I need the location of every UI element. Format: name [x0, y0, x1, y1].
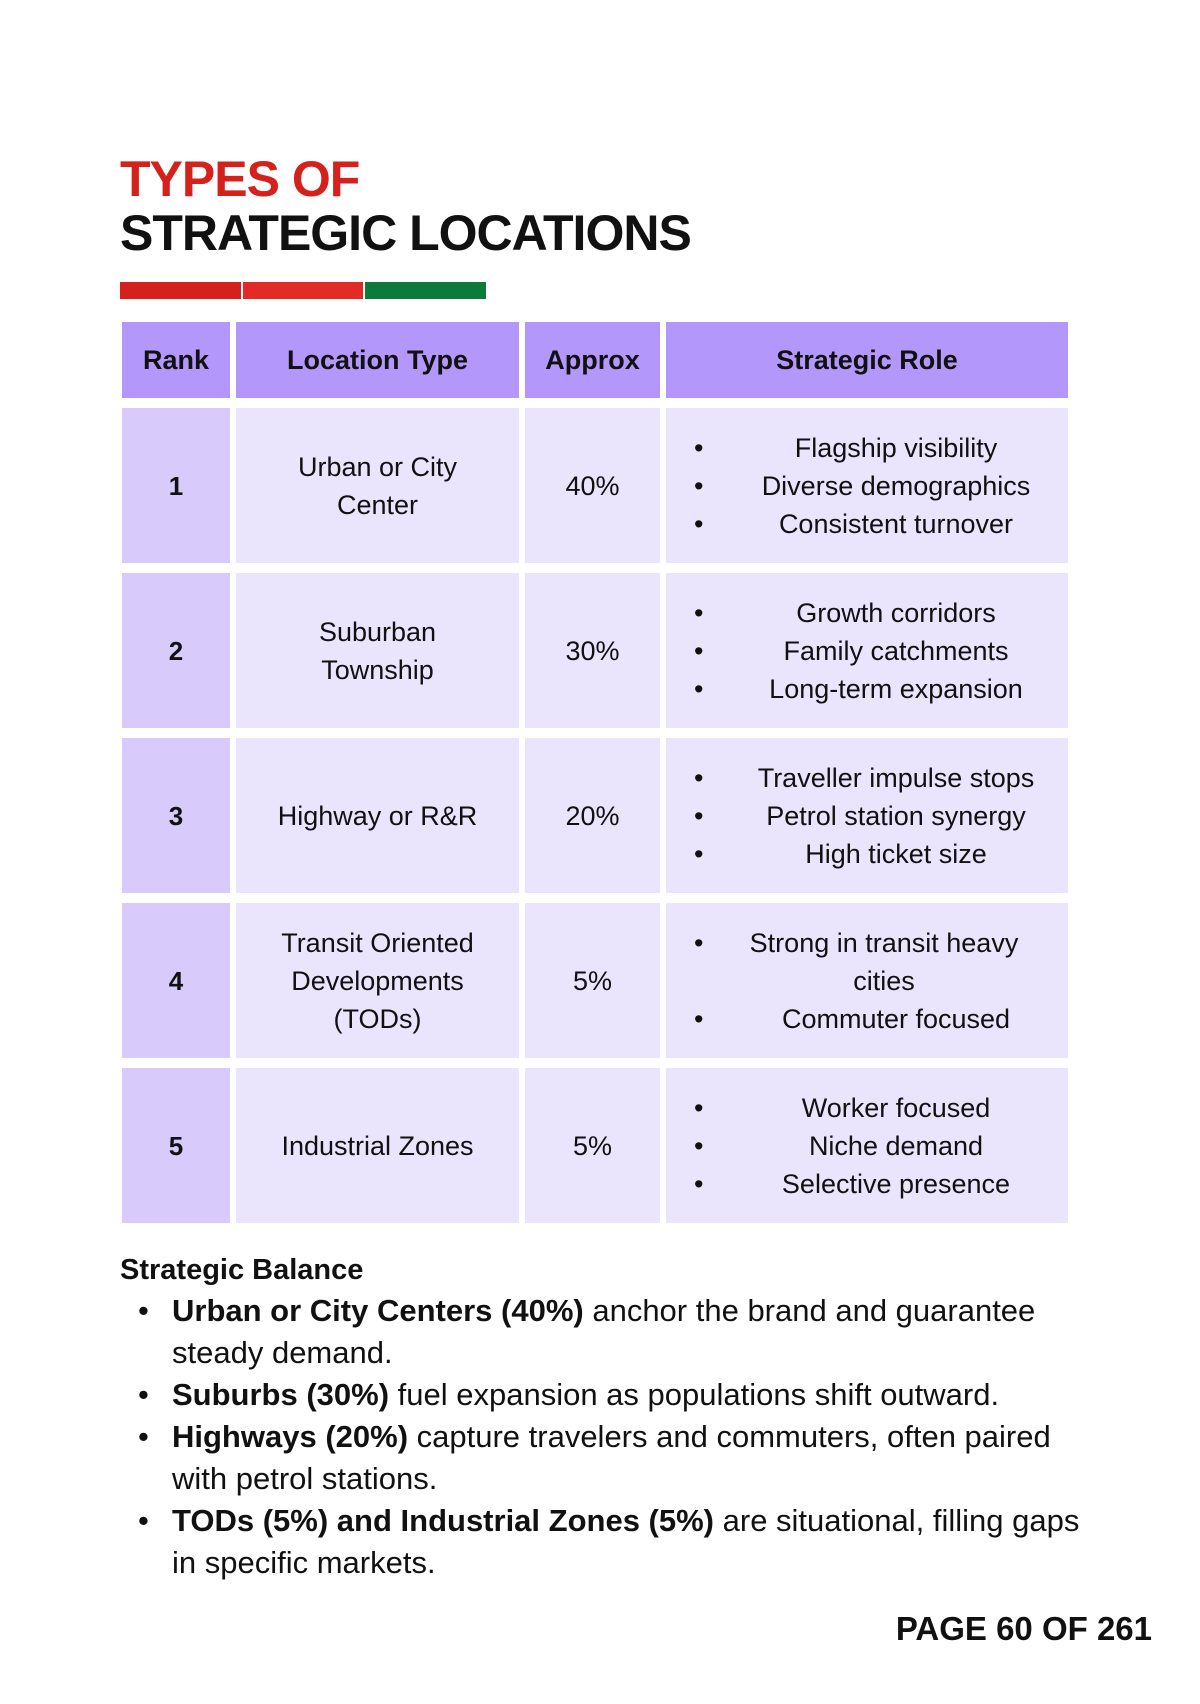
- location-type-cell: Highway or R&R: [236, 738, 519, 893]
- rank-cell: 4: [122, 903, 230, 1058]
- list-item: [172, 1416, 1100, 1500]
- title-line-2: STRATEGIC LOCATIONS: [120, 205, 691, 261]
- approx-cell: 5%: [525, 903, 660, 1058]
- list-item: • Strong in transit heavy cities: [724, 924, 1044, 1000]
- locations-table: [116, 312, 1074, 1233]
- list-item: • Niche demand: [724, 1127, 1068, 1165]
- strategic-role-cell: [666, 738, 1068, 893]
- list-item: • Traveller impulse stops: [724, 759, 1068, 797]
- accent-bar-segment: [243, 282, 364, 299]
- strategic-role-cell: [666, 903, 1068, 1058]
- table-row: [122, 738, 1068, 893]
- accent-bar-segment: [120, 282, 241, 299]
- table-row: [122, 573, 1068, 728]
- balance-list: [120, 1290, 1100, 1584]
- list-item: • High ticket size: [724, 835, 1068, 873]
- list-item: • Commuter focused: [724, 1000, 1068, 1038]
- approx-cell: 20%: [525, 738, 660, 893]
- role-list: [666, 429, 1068, 543]
- list-item: • Family catchments: [724, 632, 1068, 670]
- page-title: [120, 152, 691, 260]
- rank-cell: 5: [122, 1068, 230, 1223]
- accent-bar: [120, 282, 486, 299]
- list-item: • Selective presence: [724, 1165, 1068, 1203]
- table-header-row: [122, 322, 1068, 398]
- location-type-cell: [236, 903, 519, 1058]
- list-item: [172, 1500, 1100, 1584]
- table-row: [122, 903, 1068, 1058]
- role-list: [666, 924, 1068, 1038]
- list-item: [172, 1290, 1100, 1374]
- list-item-bold: TODs (5%) and Industrial Zones (5%): [172, 1503, 715, 1538]
- location-type-text: Urban or City Center: [297, 451, 458, 520]
- location-type-cell: [236, 573, 519, 728]
- location-type-cell: [236, 408, 519, 563]
- approx-cell: 40%: [525, 408, 660, 563]
- location-type-cell: Industrial Zones: [236, 1068, 519, 1223]
- table-row: [122, 1068, 1068, 1223]
- role-list: [666, 594, 1068, 708]
- section-heading: Strategic Balance: [120, 1254, 364, 1286]
- role-list: [666, 759, 1068, 873]
- strategic-role-cell: [666, 1068, 1068, 1223]
- list-item: • Worker focused: [724, 1089, 1068, 1127]
- list-item: • Long-term expansion: [724, 670, 1068, 708]
- list-item: • Petrol station synergy: [724, 797, 1068, 835]
- approx-cell: 5%: [525, 1068, 660, 1223]
- title-line-1: TYPES OF: [120, 151, 360, 207]
- list-item: • Growth corridors: [724, 594, 1068, 632]
- location-type-text: Transit Oriented Developments (TODs): [281, 927, 474, 1034]
- location-type-text: Suburban Township: [318, 616, 437, 685]
- list-item-text: fuel expansion as populations shift outward.: [389, 1377, 1000, 1412]
- page-number: PAGE 60 OF 261: [895, 1610, 1152, 1647]
- approx-cell: 30%: [525, 573, 660, 728]
- list-item: [172, 1374, 1100, 1416]
- strategic-role-cell: [666, 573, 1068, 728]
- header-strategic-role: Strategic Role: [666, 322, 1068, 398]
- list-item-text: capture travelers and commuters, often paired with petrol stations.: [172, 1419, 1051, 1496]
- header-location-type: Location Type: [236, 322, 519, 398]
- table-row: [122, 408, 1068, 563]
- role-list: [666, 1089, 1068, 1203]
- header-approx: Approx: [525, 322, 660, 398]
- list-item-bold: Urban or City Centers (40%): [172, 1293, 584, 1328]
- list-item: • Consistent turnover: [724, 505, 1068, 543]
- list-item-bold: Suburbs (30%): [172, 1377, 390, 1412]
- header-rank: Rank: [122, 322, 230, 398]
- list-item-bold: Highways (20%): [172, 1419, 409, 1454]
- rank-cell: 3: [122, 738, 230, 893]
- list-item-text: are situational, filling gaps in specific markets.: [172, 1503, 1080, 1580]
- rank-cell: 2: [122, 573, 230, 728]
- list-item-text: anchor the brand and guarantee steady demand.: [172, 1293, 1036, 1370]
- accent-bar-segment: [365, 282, 486, 299]
- strategic-role-cell: [666, 408, 1068, 563]
- rank-cell: 1: [122, 408, 230, 563]
- list-item: • Diverse demographics: [724, 467, 1068, 505]
- strategic-balance-section: [120, 1250, 1100, 1584]
- list-item: • Flagship visibility: [724, 429, 1068, 467]
